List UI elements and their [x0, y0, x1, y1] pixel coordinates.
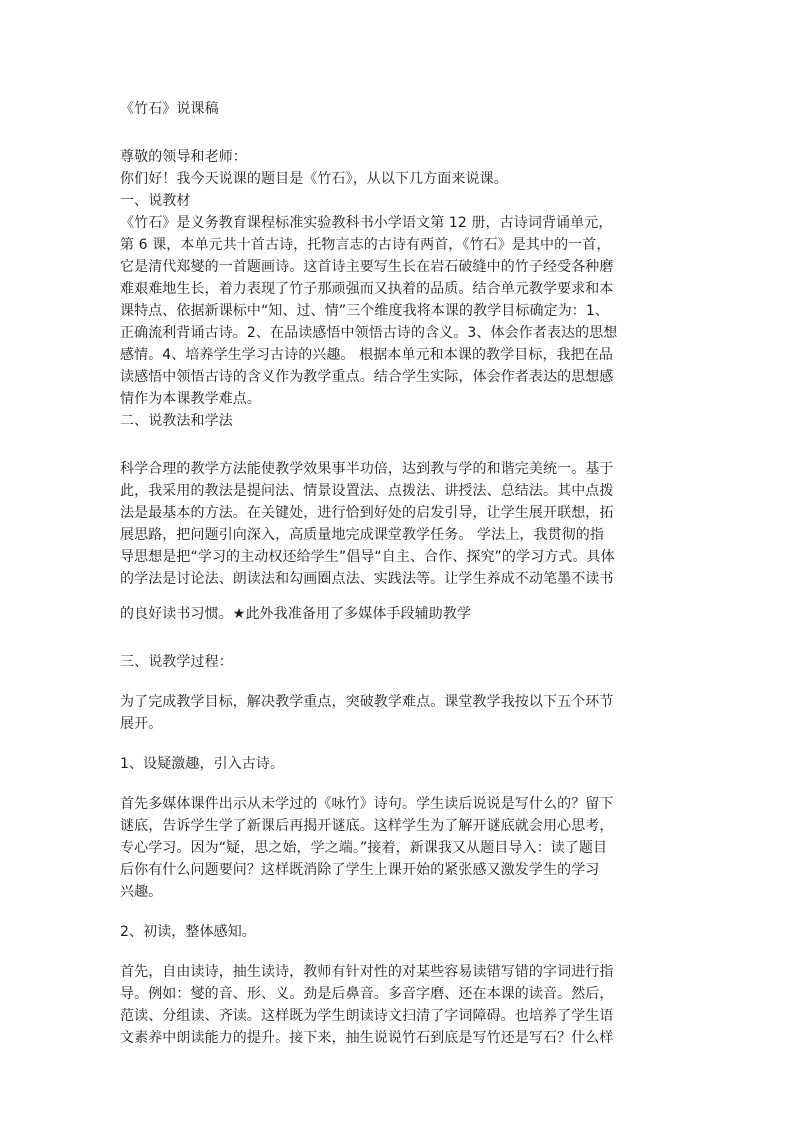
paragraph-line: 此，我采用的教法是提问法、情景设置法、点拨法、讲授法、总结法。其中点拨 — [120, 483, 614, 499]
paragraph-line: 兴趣。 — [120, 884, 163, 900]
paragraph-line: 法是最基本的方法。在关键处，进行恰到好处的启发引导，让学生展开联想，拓 — [120, 505, 614, 521]
paragraph-line: 展思路，把问题引向深入，高质量地完成课堂教学任务。 学法上，我贯彻的指 — [120, 527, 604, 543]
spacer — [120, 943, 676, 961]
spacer — [120, 625, 676, 651]
section-textbook-paragraph — [120, 212, 676, 410]
spacer — [120, 903, 676, 921]
step-heading-2: 2、初读，整体感知。 — [120, 924, 256, 940]
paragraph-line: 后你有什么问题要问？这样既消除了学生上课开始的紧张感又激发学生的学习 — [120, 862, 600, 878]
spacer — [120, 120, 676, 146]
paragraph-line: 课特点、依据新课标中“知、过、情”三个维度我将本课的教学目标确定为：1、 — [120, 303, 610, 319]
spacer — [120, 673, 676, 691]
section-heading-methods: 二、说教法和学法 — [120, 413, 233, 429]
paragraph-line: 专心学习。因为“疑，思之始，学之端。”接着，新课我又从题目导入：读了题目 — [120, 840, 608, 856]
paragraph-line: 难艰难地生长，着力表现了竹子那顽强而又执着的品质。结合单元教学要求和本 — [120, 281, 614, 297]
paragraph-line: 《竹石》是义务教育课程标准实验教科书小学语文第 12 册，古诗词背诵单元， — [120, 215, 613, 231]
spacer — [120, 590, 676, 603]
paragraph-line: 第 6 课，本单元共十首古诗，托物言志的古诗有两首，《竹石》是其中的一首， — [120, 237, 611, 253]
intro-text: 你们好！我今天说课的题目是《竹石》，从以下几方面来说课。 — [120, 171, 508, 187]
spacer — [120, 432, 676, 458]
paragraph-line: 读感悟中领悟古诗的含义作为教学重点。结合学生实际，体会作者表达的思想感 — [120, 369, 614, 385]
paragraph-line: 首先多媒体课件出示从未学过的《咏竹》诗句。学生读后说说是写什么的？留下 — [120, 796, 614, 812]
section-heading-process: 三、说教学过程： — [120, 654, 233, 670]
paragraph-line: 的学法是讨论法、朗读法和勾画圈点法、实践法等。让学生养成不动笔墨不读书 — [120, 571, 614, 587]
paragraph-line: 的良好读书习惯。★此外我准备用了多媒体手段辅助教学 — [120, 606, 472, 622]
paragraph-line: 为了完成教学目标，解决教学重点，突破教学难点。课堂教学我按以下五个环节 — [120, 694, 614, 710]
section-methods-paragraph — [120, 458, 676, 625]
spacer — [120, 775, 676, 793]
paragraph-line: 谜底，告诉学生学了新课后再揭开谜底。这样学生为了解开谜底就会用心思考， — [120, 818, 614, 834]
step-heading-1: 1、设疑激趣，引入古诗。 — [120, 756, 285, 772]
greeting: 尊敬的领导和老师： — [120, 149, 247, 165]
paragraph-line: 感情。4、培养学生学习古诗的兴趣。 根据本单元和本课的教学目标，我把在品 — [120, 347, 613, 363]
paragraph-line: 正确流利背诵古诗。2、在品读感悟中领悟古诗的含义。3、体会作者表达的思想 — [120, 325, 618, 341]
paragraph-line: 展开。 — [120, 716, 163, 732]
section-heading-textbook: 一、说教材 — [120, 193, 191, 209]
paragraph-line: 情作为本课教学难点。 — [120, 391, 261, 407]
document-body — [120, 98, 676, 1049]
paragraph-line: 范读、分组读、齐读。这样既为学生朗读诗文扫清了字词障碍。也培养了学生语 — [120, 1008, 614, 1024]
paragraph-line: 它是清代郑燮的一首题画诗。这首诗主要写生长在岩石破缝中的竹子经受各种磨 — [120, 259, 614, 275]
section-process-intro — [120, 691, 676, 735]
paragraph-line: 文素养中朗读能力的提升。接下来，抽生说说竹石到底是写竹还是写石？什么样 — [120, 1030, 614, 1046]
paragraph-line: 导。例如：燮的音、形、义。劲是后鼻音。多音字磨、还在本课的读音。然后， — [120, 986, 614, 1002]
paragraph-line: 首先，自由读诗，抽生读诗，教师有针对性的对某些容易读错写错的字词进行指 — [120, 964, 614, 980]
spacer — [120, 735, 676, 753]
step1-paragraph — [120, 793, 676, 903]
document-title: 《竹石》说课稿 — [120, 101, 219, 117]
step2-paragraph — [120, 961, 676, 1049]
paragraph-line: 导思想是把“学习的主动权还给学生”倡导“自主、合作、探究”的学习方式。具体 — [120, 549, 615, 565]
paragraph-line: 科学合理的教学方法能使教学效果事半功倍，达到教与学的和谐完美统一。基于 — [120, 461, 614, 477]
